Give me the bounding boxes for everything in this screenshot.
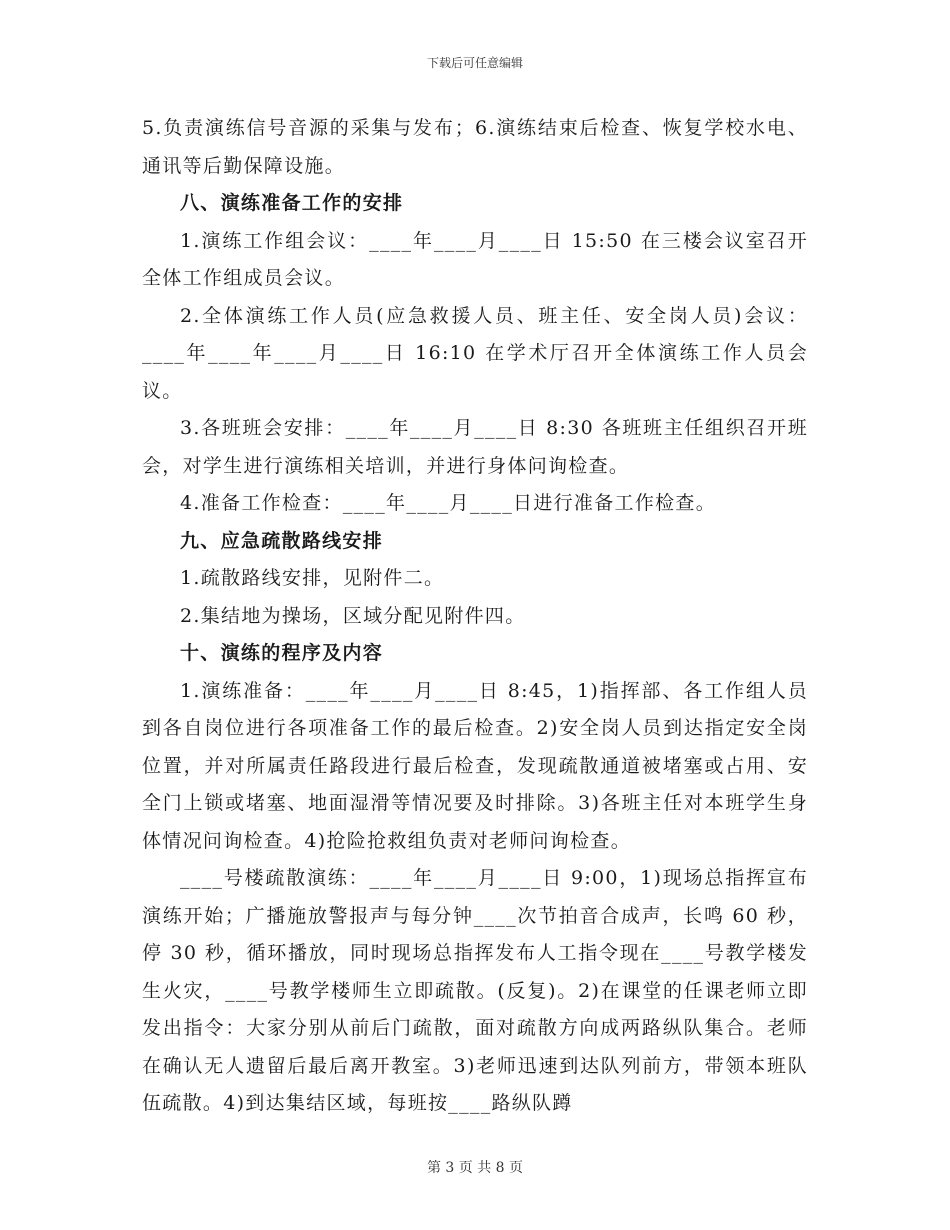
paragraph-duty-5-6: 5.负责演练信号音源的采集与发布；6.演练结束后检查、恢复学校水电、通讯等后勤保障设施。	[142, 117, 808, 177]
paragraph-route-2: 2.集结地为操场，区域分配见附件四。	[180, 604, 526, 627]
section-heading-9: 九、应急疏散路线安排	[180, 529, 384, 552]
page-header: 下载后可任意编辑	[426, 56, 523, 70]
document-body	[142, 110, 808, 1123]
paragraph-route-1: 1.疏散路线安排，见附件二。	[180, 567, 445, 589]
section-heading-8: 八、演练准备工作的安排	[180, 192, 404, 214]
section-heading-10: 十、演练的程序及内容	[180, 642, 384, 664]
paragraph-prep-2: 2.全体演练工作人员(应急救援人员、班主任、安全岗人员)会议：____年____年____月____日 16:10 在学术厅召开全体演练工作人员会议。	[142, 304, 808, 402]
paragraph-prep-1: 1.演练工作组会议：____年____月____日 15:50 在三楼会议室召开全体工作组成员会议。	[142, 229, 808, 289]
paragraph-prep-4: 4.准备工作检查：____年____月____日进行准备工作检查。	[180, 492, 717, 514]
paragraph-evacuation-drill: ____号楼疏散演练：____年____月____日 9:00，1)现场总指挥宣布演练开始；广播施放警报声与每分钟____次节拍音合成声，长鸣 60 秒，停 30 秒，循环播放，同时现场总指挥发布人工指令现在____号教学楼发生火灾，____号教学楼师生立即疏散。(反复)。2)在课堂的任课老师立即发出指令：大家分别从前后门疏散，面对疏散方向成两路纵队集合。老师在确认无人遗留后最后离开教室。3)老师迅速到达队列前方，带领本班队伍疏散。4)到达集结区域，每班按____路纵队蹲	[142, 867, 808, 1114]
paragraph-prep-3: 3.各班班会安排：____年____月____日 8:30 各班班主任组织召开班会，对学生进行演练相关培训，并进行身体问询检查。	[142, 417, 808, 477]
paragraph-procedure-1: 1.演练准备：____年____月____日 8:45，1)指挥部、各工作组人员到各自岗位进行各项准备工作的最后检查。2)安全岗人员到达指定安全岗位置，并对所属责任路段进行最后检查，发现疏散通道被堵塞或占用、安全门上锁或堵塞、地面湿滑等情况要及时排除。3)各班主任对本班学生身体情况问询检查。4)抢险抢救组负责对老师问询检查。	[142, 679, 808, 852]
page-footer: 第 3 页 共 8 页	[426, 1160, 524, 1176]
